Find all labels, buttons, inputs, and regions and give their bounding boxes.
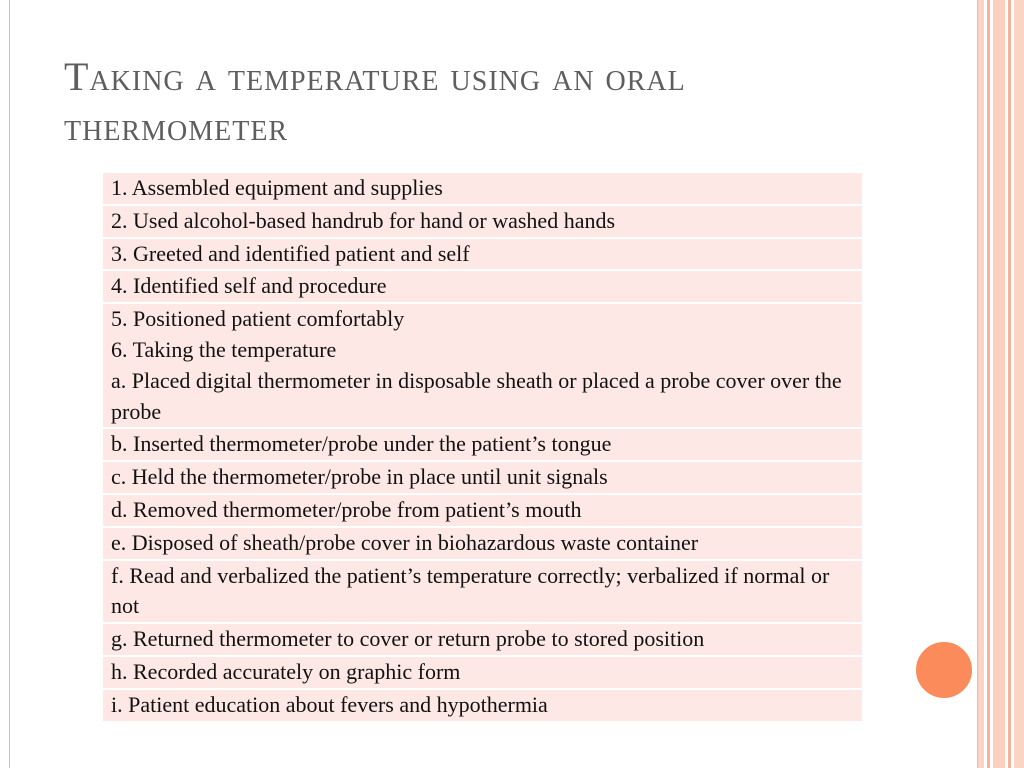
decorative-stripes [978, 0, 1024, 768]
slide-title: Taking a temperature using an oral thermometer [64, 54, 686, 149]
step-text: 5. Positioned patient comfortably [111, 306, 405, 332]
table-cell [103, 623, 862, 656]
stripe [978, 0, 984, 768]
step-text: g. Returned thermometer to cover or return probe to stored position [111, 626, 705, 652]
step-text: 3. Greeted and identified patient and self [111, 240, 470, 266]
table-row [103, 461, 862, 494]
table-cell [103, 689, 862, 721]
table-cell [103, 172, 862, 205]
table-cell [103, 428, 862, 461]
table-row [103, 172, 862, 205]
table-row [103, 238, 862, 271]
table-cell [103, 238, 862, 271]
stripe [993, 0, 1005, 768]
step-text: 1. Assembled equipment and supplies [111, 175, 443, 200]
stripe [987, 0, 990, 768]
table-row [103, 303, 862, 428]
table-cell [103, 494, 862, 527]
table-row [103, 560, 862, 624]
step-text: i. Patient education about fevers and hypothermia [111, 691, 548, 717]
step-text: b. Inserted thermometer/probe under the patient’s tongue [111, 431, 612, 457]
table-row [103, 270, 862, 303]
table-cell [103, 527, 862, 560]
table-row [103, 623, 862, 656]
step-text: a. Placed digital thermometer in disposable sheath or placed a probe cover over the probe [111, 367, 842, 424]
table-row [103, 689, 862, 721]
step-text: d. Removed thermometer/probe from patient’s mouth [111, 496, 582, 522]
table-row [103, 527, 862, 560]
table-row [103, 205, 862, 238]
step-text: 2. Used alcohol-based handrub for hand or washed hands [111, 207, 616, 233]
stripe [1008, 0, 1011, 768]
table-cell [103, 560, 862, 624]
table-cell [103, 656, 862, 689]
step-text: h. Recorded accurately on graphic form [111, 658, 461, 684]
table-cell [103, 303, 862, 428]
stripe [1014, 0, 1024, 768]
table-cell [103, 205, 862, 238]
steps-table [103, 171, 862, 721]
table-row [103, 656, 862, 689]
step-text: c. Held the thermometer/probe in place until unit signals [111, 464, 608, 490]
step-text: 4. Identified self and procedure [111, 273, 387, 299]
step-text: e. Disposed of sheath/probe cover in biohazardous waste container [111, 529, 699, 555]
decorative-circle [914, 640, 974, 700]
table-cell [103, 270, 862, 303]
table-row [103, 494, 862, 527]
table-row [103, 428, 862, 461]
table-cell [103, 461, 862, 494]
step-text: f. Read and verbalized the patient’s temperature correctly; verbalized if normal or not [111, 562, 830, 619]
step-text: 6. Taking the temperature [111, 336, 337, 362]
